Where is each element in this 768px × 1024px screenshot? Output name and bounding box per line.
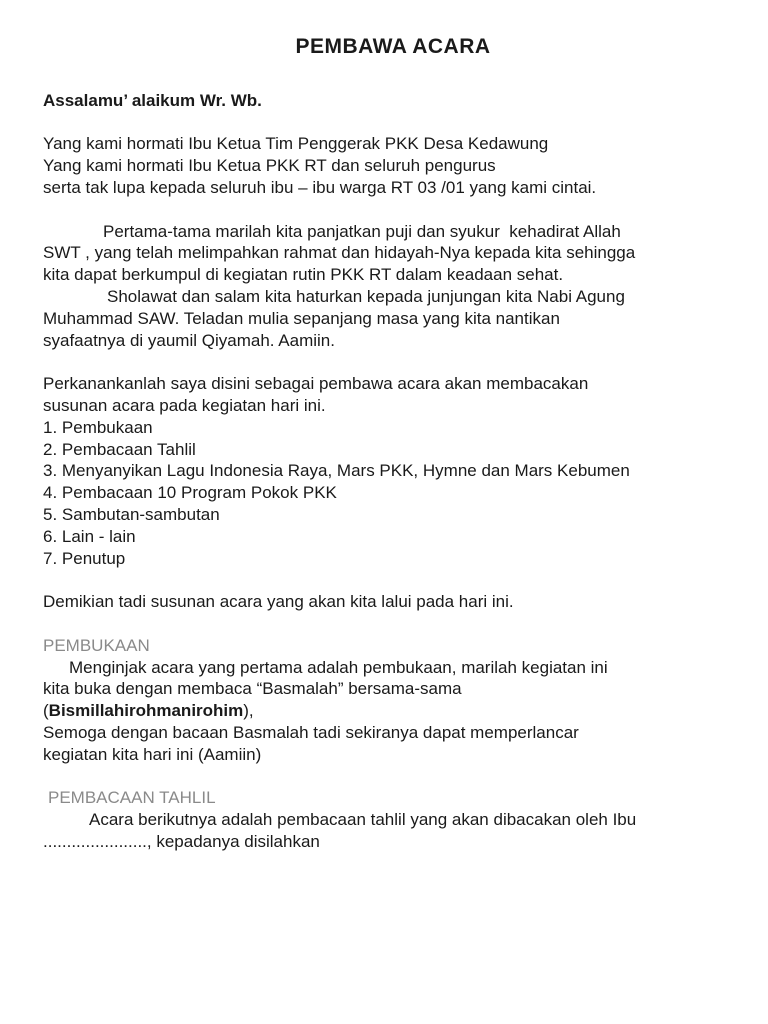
spacer	[43, 569, 733, 591]
paren-open: (	[43, 701, 49, 721]
section-heading: PEMBUKAAN	[43, 635, 150, 655]
agenda-item: 2. Pembacaan Tahlil	[43, 439, 196, 459]
paragraph-line: Menginjak acara yang pertama adalah pembukaan, marilah kegiatan ini	[69, 657, 608, 677]
paragraph-line: susunan acara pada kegiatan hari ini.	[43, 395, 326, 415]
agenda-item: 4. Pembacaan 10 Program Pokok PKK	[43, 483, 337, 503]
spacer	[43, 351, 733, 373]
salutation-line: Yang kami hormati Ibu Ketua Tim Penggerak PKK Desa Kedawung	[43, 134, 549, 154]
agenda-item: 7. Penutup	[43, 548, 126, 568]
agenda-closing: Demikian tadi susunan acara yang akan kita lalui pada hari ini.	[43, 592, 514, 612]
document-page	[43, 36, 733, 853]
spacer	[43, 766, 733, 788]
section-tahlil	[43, 787, 733, 852]
salutation-line: serta tak lupa kepada seluruh ibu – ibu warga RT 03 /01 yang kami cintai.	[43, 177, 597, 197]
salutations	[43, 133, 733, 198]
paragraph-line: Muhammad SAW. Teladan mulia sepanjang masa yang kita nantikan	[43, 308, 560, 328]
greeting: Assalamu’ alaikum Wr. Wb.	[43, 90, 262, 110]
paren-close: ),	[243, 701, 254, 721]
paragraph-line: Perkanankanlah saya disini sebagai pembawa acara akan membacakan	[43, 374, 589, 394]
agenda-item: 3. Menyanyikan Lagu Indonesia Raya, Mars PKK, Hymne dan Mars Kebumen	[43, 461, 630, 481]
paragraph-line: ......................, kepadanya disilahkan	[43, 831, 320, 851]
spacer	[43, 613, 733, 635]
paragraph-line: Acara berikutnya adalah pembacaan tahlil yang akan dibacakan oleh Ibu	[89, 810, 637, 830]
paragraph-line: kita dapat berkumpul di kegiatan rutin PKK RT dalam keadaan sehat.	[43, 265, 564, 285]
basmalah-text: Bismillahirohmanirohim	[48, 701, 244, 721]
spacer	[43, 112, 733, 134]
salutation-line: Yang kami hormati Ibu Ketua PKK RT dan seluruh pengurus	[43, 156, 496, 176]
paragraph-line: kita buka dengan membaca “Basmalah” bersama-sama	[43, 679, 462, 699]
agenda-item: 6. Lain - lain	[43, 526, 136, 546]
paragraph-line: kegiatan kita hari ini (Aamiin)	[43, 744, 262, 764]
paragraph-line: Sholawat dan salam kita haturkan kepada junjungan kita Nabi Agung	[107, 286, 625, 306]
opening-paragraph	[43, 221, 733, 286]
agenda-item: 5. Sambutan-sambutan	[43, 504, 220, 524]
agenda-item: 1. Pembukaan	[43, 417, 153, 437]
agenda-intro	[43, 373, 733, 417]
paragraph-line	[43, 700, 733, 722]
section-pembukaan	[43, 635, 733, 766]
agenda-list	[43, 417, 733, 570]
paragraph-line: Semoga dengan bacaan Basmalah tadi sekiranya dapat memperlancar	[43, 722, 579, 742]
section-heading: PEMBACAAN TAHLIL	[48, 788, 216, 808]
paragraph-line: SWT , yang telah melimpahkan rahmat dan hidayah-Nya kepada kita sehingga	[43, 243, 636, 263]
spacer	[43, 199, 733, 221]
paragraph-line: Pertama-tama marilah kita panjatkan puji dan syukur kehadirat Allah	[103, 221, 621, 241]
document-title: PEMBAWA ACARA	[295, 35, 491, 58]
sholawat-paragraph	[43, 286, 733, 351]
paragraph-line: syafaatnya di yaumil Qiyamah. Aamiin.	[43, 330, 335, 350]
